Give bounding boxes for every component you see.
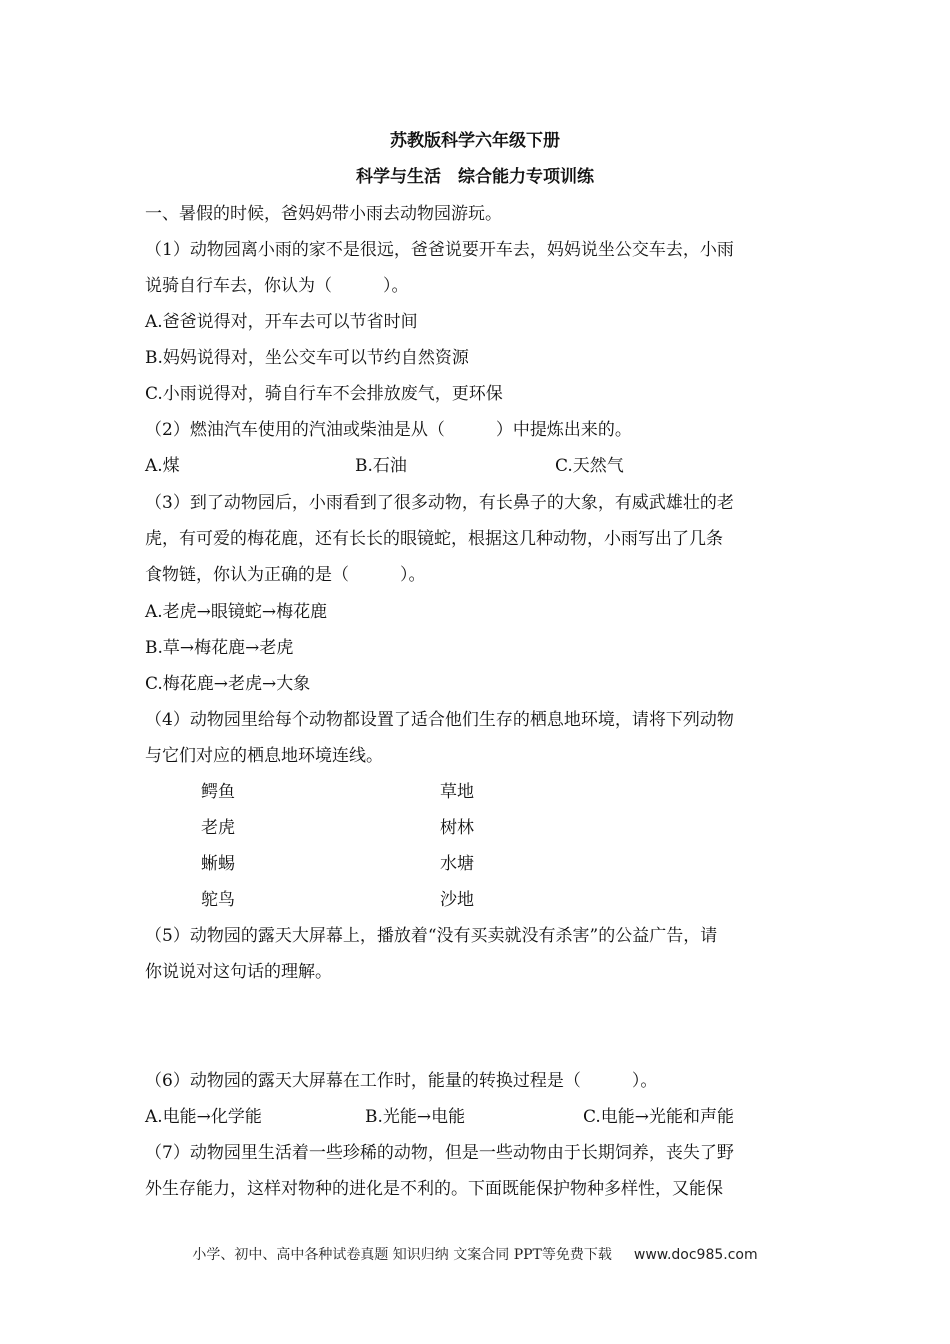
- q1-option-c: C.小雨说得对，骑自行车不会排放废气，更环保: [145, 384, 503, 404]
- footer-text: 小学、初中、高中各种试卷真题 知识归纳 文案合同 PPT等免费下载: [192, 1247, 612, 1263]
- animal-item: 鳄鱼: [201, 782, 235, 802]
- q6-option-c: C.电能→光能和声能: [583, 1107, 735, 1127]
- q3-text-line3: 食物链，你认为正确的是（ ）。: [145, 565, 426, 585]
- q7-text-line1: （7）动物园里生活着一些珍稀的动物，但是一些动物由于长期饲养，丧失了野: [145, 1143, 734, 1163]
- page-footer: [0, 1244, 950, 1264]
- habitat-item: 树林: [440, 818, 474, 838]
- q1-text-line2: 说骑自行车去，你认为（ ）。: [145, 276, 409, 296]
- q3-option-a: A.老虎→眼镜蛇→梅花鹿: [145, 602, 328, 622]
- q7-text-line2: 外生存能力，这样对物种的进化是不利的。下面既能保护物种多样性，又能保: [145, 1179, 723, 1199]
- habitat-item: 水塘: [440, 854, 474, 874]
- q2-option-c: C.天然气: [555, 456, 624, 476]
- q3-text-line1: （3）到了动物园后，小雨看到了很多动物，有长鼻子的大象，有威武雄壮的老: [145, 493, 734, 513]
- q3-text-line2: 虎，有可爱的梅花鹿，还有长长的眼镜蛇，根据这几种动物，小雨写出了几条: [145, 529, 723, 549]
- q4-text-line2: 与它们对应的栖息地环境连线。: [145, 746, 383, 766]
- animal-item: 蜥蜴: [201, 854, 235, 874]
- q2-option-b: B.石油: [355, 456, 407, 476]
- q6-text: （6）动物园的露天大屏幕在工作时，能量的转换过程是（ ）。: [145, 1071, 658, 1091]
- doc-subtitle: 科学与生活 综合能力专项训练: [356, 167, 594, 187]
- section-heading: 一、暑假的时候，爸妈妈带小雨去动物园游玩。: [145, 204, 502, 224]
- q1-text-line1: （1）动物园离小雨的家不是很远，爸爸说要开车去，妈妈说坐公交车去，小雨: [145, 240, 734, 260]
- animal-item: 老虎: [201, 818, 235, 838]
- animal-item: 鸵鸟: [201, 890, 235, 910]
- habitat-item: 沙地: [440, 890, 474, 910]
- q4-text-line1: （4）动物园里给每个动物都设置了适合他们生存的栖息地环境，请将下列动物: [145, 710, 734, 730]
- q6-option-b: B.光能→电能: [365, 1107, 466, 1127]
- q3-option-c: C.梅花鹿→老虎→大象: [145, 674, 311, 694]
- footer-url[interactable]: www.doc985.com: [633, 1247, 758, 1263]
- q6-option-a: A.电能→化学能: [145, 1107, 262, 1127]
- q1-option-b: B.妈妈说得对，坐公交车可以节约自然资源: [145, 348, 469, 368]
- q2-text: （2）燃油汽车使用的汽油或柴油是从（ ）中提炼出来的。: [145, 420, 632, 440]
- q5-text-line2: 你说说对这句话的理解。: [145, 962, 332, 982]
- q3-option-b: B.草→梅花鹿→老虎: [145, 638, 294, 658]
- q5-text-line1: （5）动物园的露天大屏幕上，播放着“没有买卖就没有杀害”的公益广告，请: [145, 926, 718, 946]
- habitat-item: 草地: [440, 782, 474, 802]
- q2-option-a: A.煤: [145, 456, 180, 476]
- doc-title: 苏教版科学六年级下册: [390, 131, 560, 151]
- q1-option-a: A.爸爸说得对，开车去可以节省时间: [145, 312, 418, 332]
